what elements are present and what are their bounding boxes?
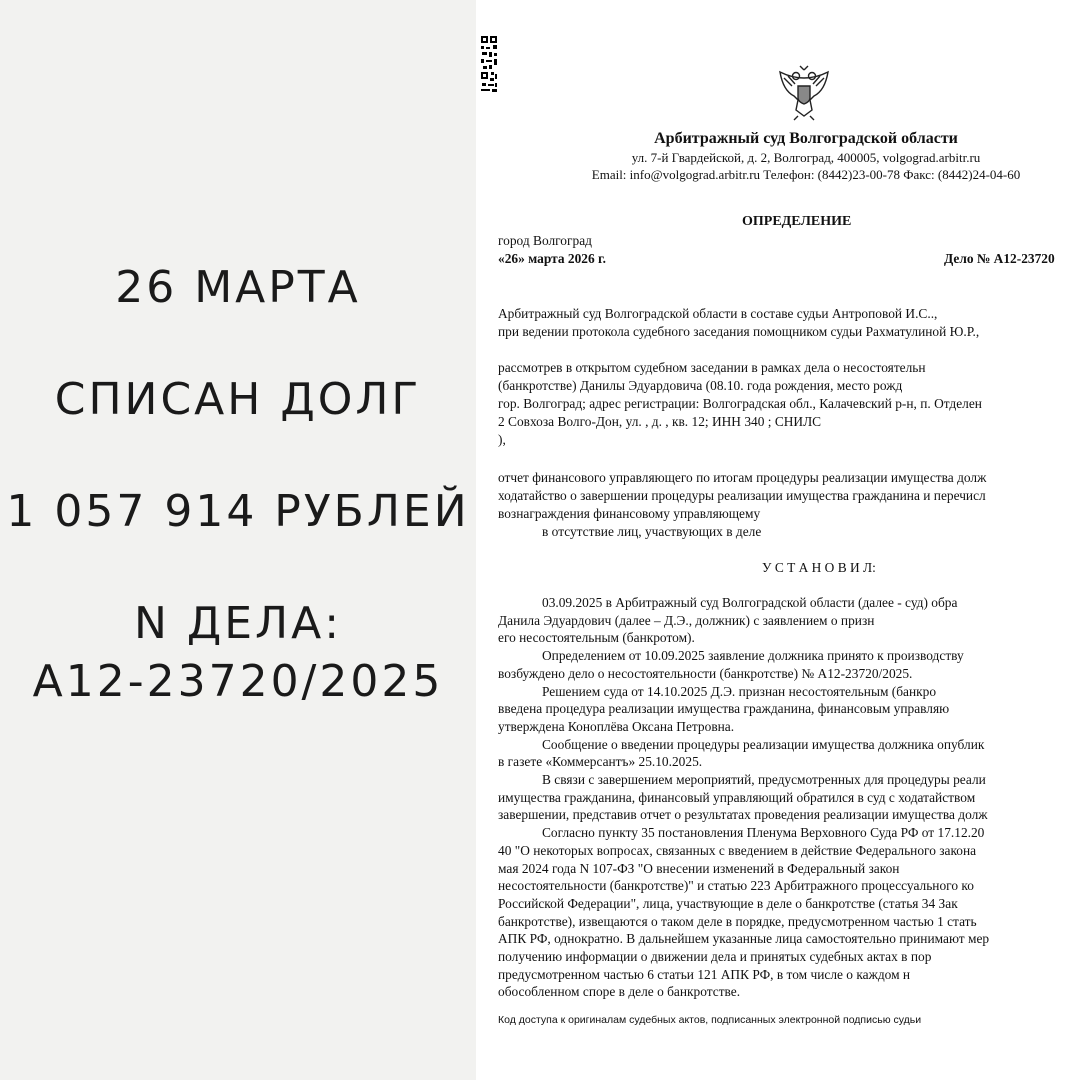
access-code-note: Код доступа к оригиналам судебных актов, подписанных электронной подписью судьи — [498, 1014, 922, 1026]
established-heading: У С Т А Н О В И Л: — [762, 560, 876, 575]
body-line: В связи с завершением мероприятий, предусмотренных для процедуры реали — [542, 772, 986, 787]
document-date: «26» марта 2026 г. — [498, 251, 606, 266]
document-title: ОПРЕДЕЛЕНИЕ — [742, 214, 852, 229]
body-line: Решением суда от 14.10.2025 Д.Э. признан несостоятельным (банкро — [542, 683, 937, 699]
body-line: в газете «Коммерсантъ» 25.10.2025. — [498, 754, 703, 770]
left-summary-panel — [0, 0, 476, 1080]
court-name: Арбитражный суд Волгоградской области — [654, 130, 958, 147]
summary-case-label: N ДЕЛА: — [133, 598, 343, 649]
body-line: имущества гражданина, финансовый управляющий обратился в суд с ходатайством — [498, 789, 976, 805]
body-line: мая 2024 года N 107-ФЗ "О внесении изменений в Федеральный закон — [498, 860, 900, 876]
body-line: Сообщение о введении процедуры реализации имущества должника опублик — [542, 736, 985, 752]
court-address: ул. 7-й Гвардейской, д. 2, Волгоград, 400005, volgograd.arbitr.ru — [631, 150, 981, 165]
report-line: ходатайство о завершении процедуры реализации имущества гражданина и перечисл — [498, 488, 986, 503]
body-line: завершении, представив отчет о результатах проведения реализации имущества долж — [498, 807, 988, 823]
considered-line: ), — [498, 432, 506, 447]
qr-code-icon — [478, 34, 500, 94]
body-line: АПК РФ, однократно. В дальнейшем указанные лица самостоятельно принимают мер — [498, 931, 990, 947]
body-line: утверждена Коноплёва Оксана Петровна. — [498, 718, 735, 734]
body-line: его несостоятельным (банкротом). — [498, 630, 695, 646]
considered-line: гор. Волгоград; адрес регистрации: Волгоградская обл., Калачевский р-н, п. Отделен — [498, 396, 982, 411]
considered-line: 2 Совхоза Волго-Дон, ул. , д. , кв. 12; ИНН 340 ; СНИЛС — [498, 414, 822, 429]
body-line: Согласно пункту 35 постановления Пленума Верховного Суда РФ от 17.12.20 — [542, 825, 985, 841]
summary-date: 26 МАРТА — [115, 262, 361, 313]
body-line: банкротстве), извещаются о таком деле в порядке, предусмотренном частью 1 стать — [498, 913, 977, 929]
body-line: возбуждено дело о несостоятельности (банкротстве) № А12-23720/2025. — [498, 665, 913, 681]
document-city: город Волгоград — [498, 233, 592, 248]
intro-line: при ведении протокола судебного заседания помощником судьи Рахматулиной Ю.Р., — [498, 324, 980, 339]
summary-status: СПИСАН ДОЛГ — [54, 374, 422, 425]
body-line: Российской Федерации", лица, участвующие в деле о банкротстве (статья 34 Зак — [498, 895, 958, 911]
considered-line: рассмотрев в открытом судебном заседании в рамках дела о несостоятельн — [498, 360, 926, 375]
considered-line: (банкротстве) Данилы Эдуардовича (08.10. года рождения, место рожд — [498, 378, 903, 393]
body-line: несостоятельности (банкротстве)" и статью 223 Арбитражного процессуального ко — [498, 878, 974, 894]
coat-of-arms-icon — [774, 64, 834, 122]
court-document — [476, 0, 1080, 1080]
report-line: отчет финансового управляющего по итогам процедуры реализации имущества долж — [498, 470, 987, 485]
report-line: вознаграждения финансовому управляющему — [498, 506, 761, 521]
body-line: обособленном споре в деле о банкротстве. — [498, 984, 741, 1000]
court-contacts: Email: info@volgograd.arbitr.ru Телефон: (8442)23-00-78 Факс: (8442)24-04-60 — [591, 167, 1021, 182]
body-line: Данила Эдуардович (далее – Д.Э., должник) с заявлением о призн — [498, 612, 875, 628]
body-line: 40 "О некоторых вопросах, связанных с введением в действие Федерального закона — [498, 842, 977, 858]
body-line: введена процедура реализации имущества гражданина, финансовым управляю — [498, 701, 950, 717]
body-line: Определением от 10.09.2025 заявление должника принято к производству — [542, 648, 964, 664]
summary-case-number: А12-23720/2025 — [32, 656, 444, 707]
body-line: 03.09.2025 в Арбитражный суд Волгоградской области (далее - суд) обра — [542, 595, 958, 610]
body-line: получению информации о движении дела и принятых судебных актах в пор — [498, 949, 932, 964]
body-line: предусмотренном частью 6 статьи 121 АПК РФ, в том числе о каждом н — [498, 966, 911, 982]
absence-line: в отсутствие лиц, участвующих в деле — [542, 524, 762, 539]
summary-amount: 1 057 914 РУБЛЕЙ — [6, 486, 470, 537]
intro-line: Арбитражный суд Волгоградской области в составе судьи Антроповой И.С.., — [498, 306, 938, 321]
case-number: Дело № А12-23720 — [944, 251, 1055, 266]
